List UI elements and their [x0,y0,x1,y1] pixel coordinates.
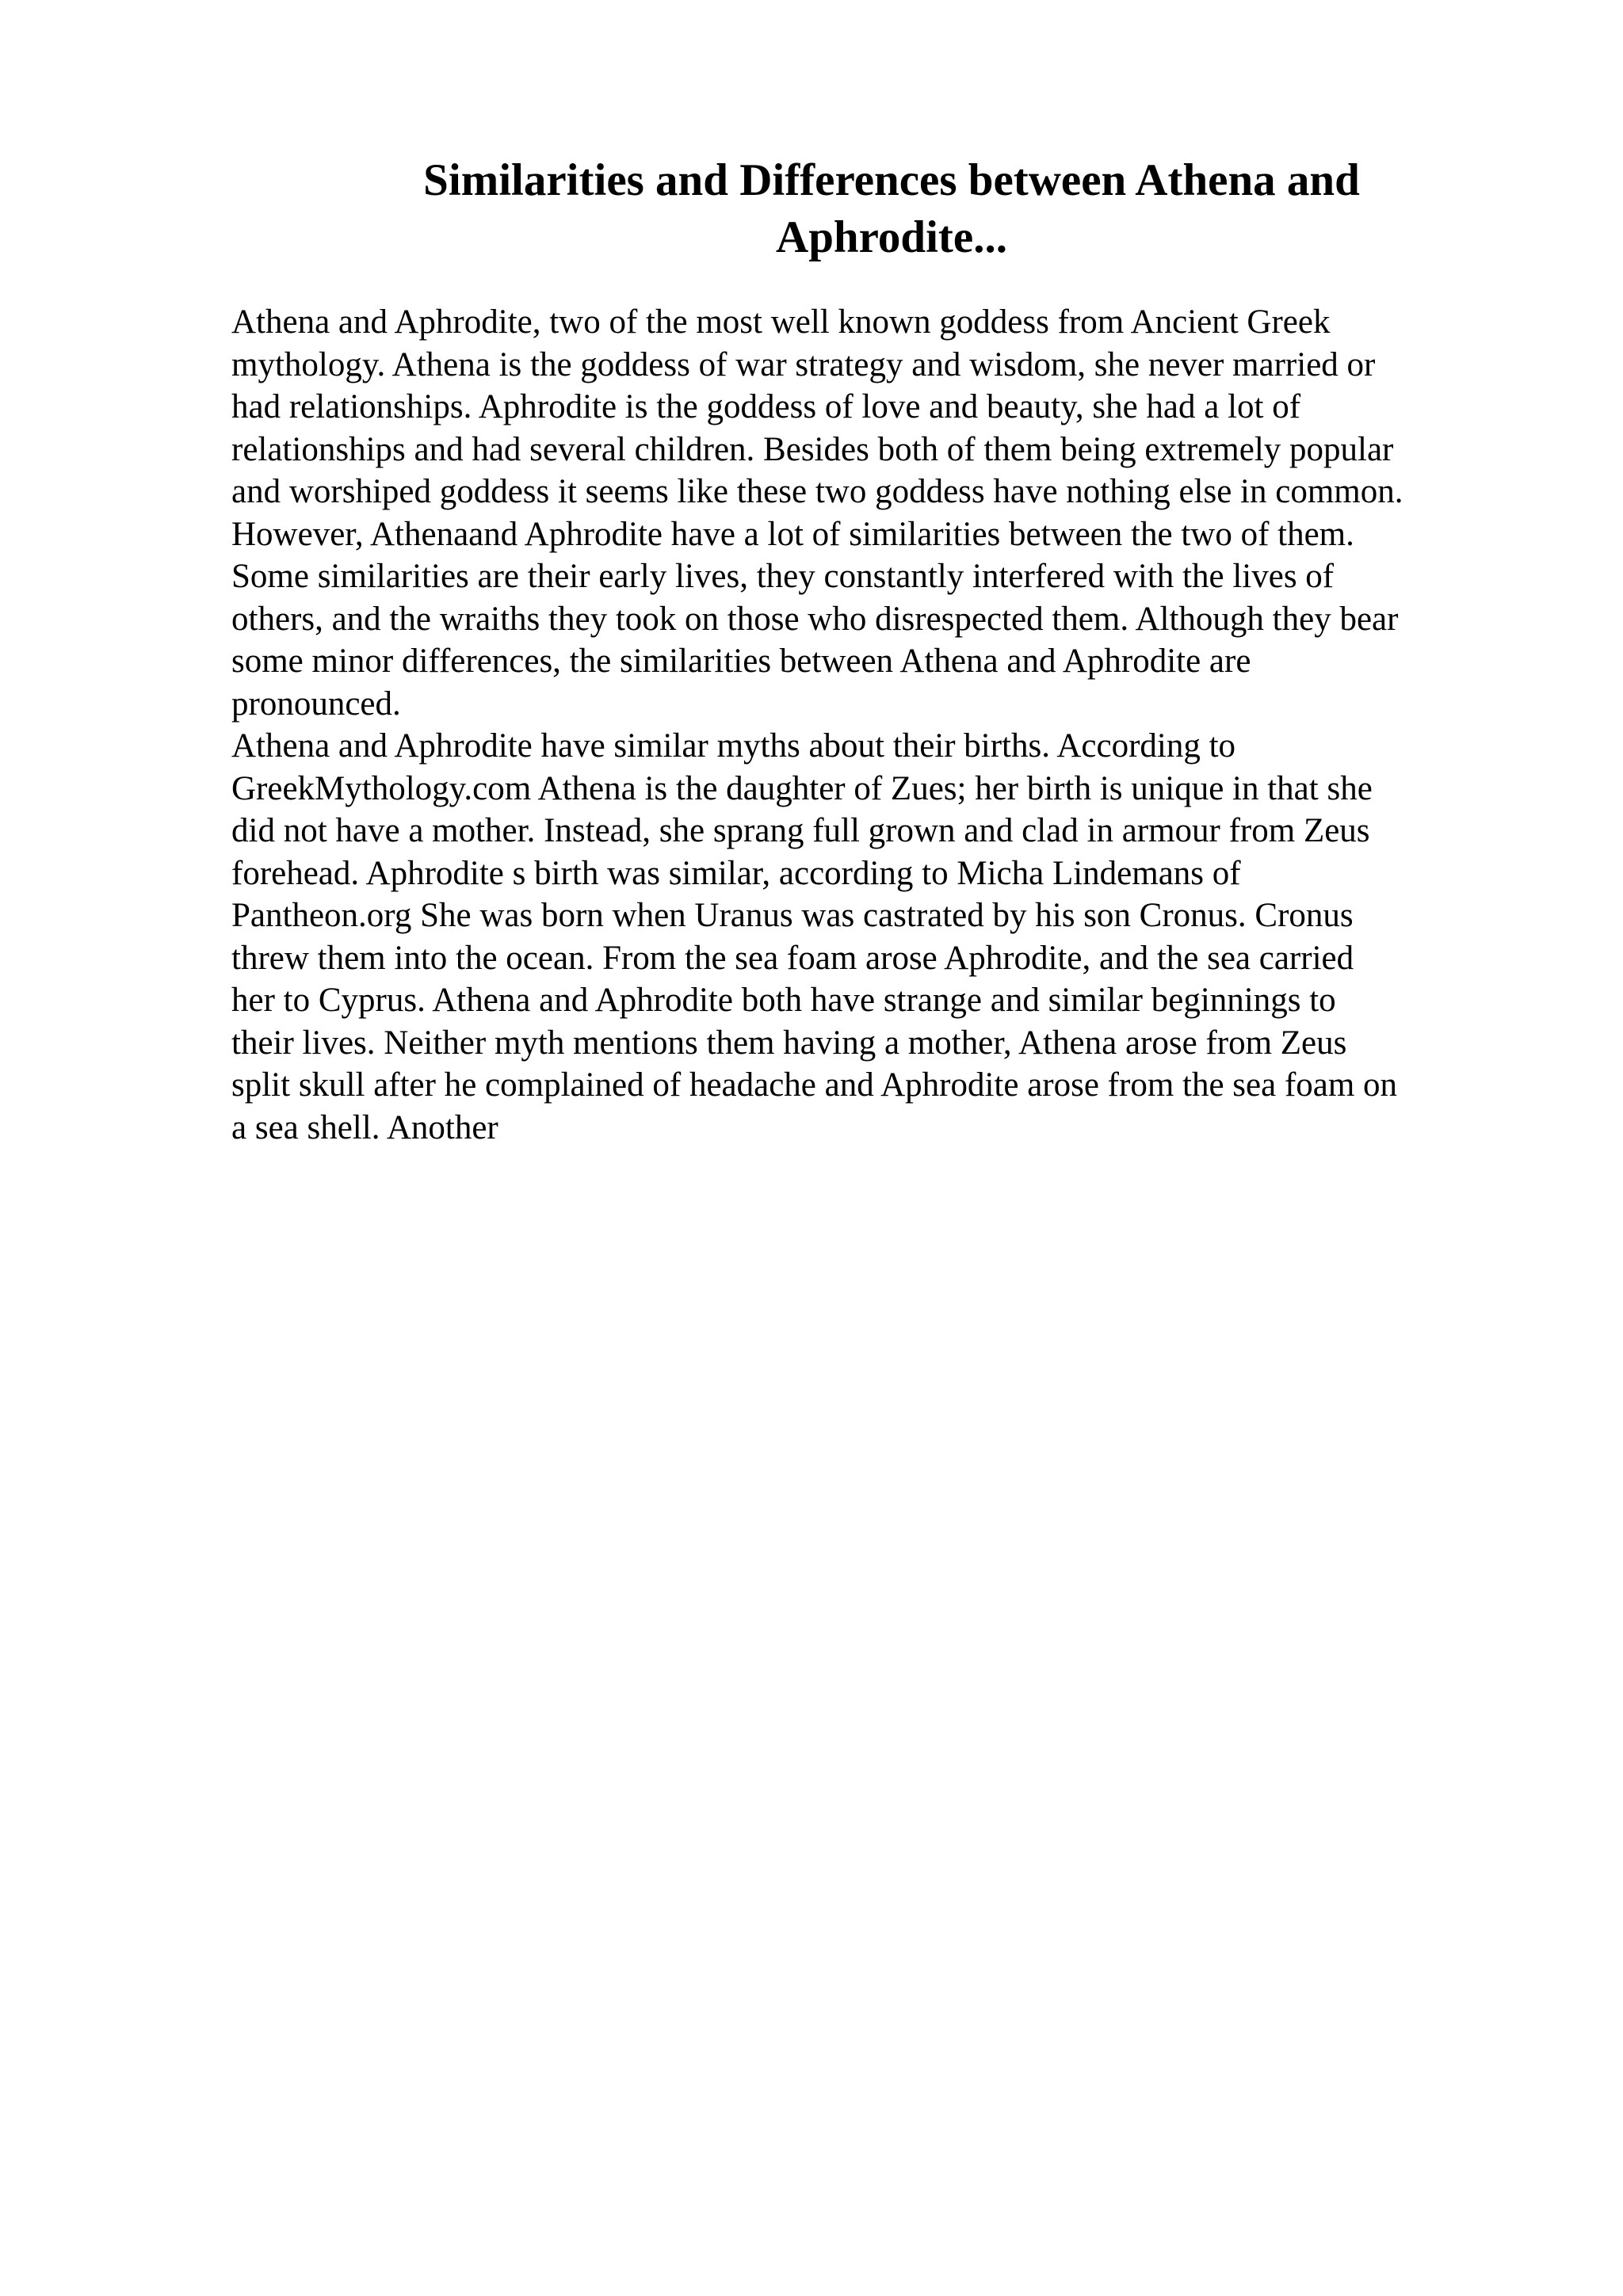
body-line: forehead. Aphrodite s birth was similar, according to Micha Lindemans of [231,854,1241,892]
body-line: split skull after he complained of headache and Aphrodite arose from the sea foam on [231,1066,1398,1104]
document-title [238,152,1545,266]
body-line: GreekMythology.com Athena is the daughter of Zues; her birth is unique in that she [231,769,1373,807]
body-line: a sea shell. Another [231,1108,498,1146]
body-line: Some similarities are their early lives, they constantly interfered with the lives of [231,558,1335,595]
title-line: Aphrodite... [776,212,1007,262]
body-line: their lives. Neither myth mentions them having a mother, Athena arose from Zeus [231,1024,1347,1062]
body-line: threw them into the ocean. From the sea foam arose Aphrodite, and the sea carried [231,939,1354,977]
body-line: and worshiped goddess it seems like these two goddess have nothing else in common. [231,473,1403,510]
body-line: Pantheon.org She was born when Uranus was castrated by his son Cronus. Cronus [231,897,1354,934]
body-line: had relationships. Aphrodite is the goddess of love and beauty, she had a lot of [231,388,1301,425]
document-body [231,301,1531,1149]
body-line: others, and the wraiths they took on those who disrespected them. Although they bear [231,600,1399,638]
title-line: Similarities and Differences between Athena and [423,155,1360,205]
body-line: some minor differences, the similarities between Athena and Aphrodite are [231,643,1251,680]
body-line: However, Athenaand Aphrodite have a lot of similarities between the two of them. [231,515,1354,553]
body-line: did not have a mother. Instead, she sprang full grown and clad in armour from Zeus [231,812,1370,849]
body-line: pronounced. [231,685,401,723]
body-line: relationships and had several children. Besides both of them being extremely popular [231,430,1394,468]
body-line: Athena and Aphrodite, two of the most well known goddess from Ancient Greek [231,303,1331,341]
body-line: her to Cyprus. Athena and Aphrodite both have strange and similar beginnings to [231,982,1336,1019]
body-line: Athena and Aphrodite have similar myths about their births. According to [231,727,1236,765]
body-line: mythology. Athena is the goddess of war strategy and wisdom, she never married or [231,345,1376,383]
